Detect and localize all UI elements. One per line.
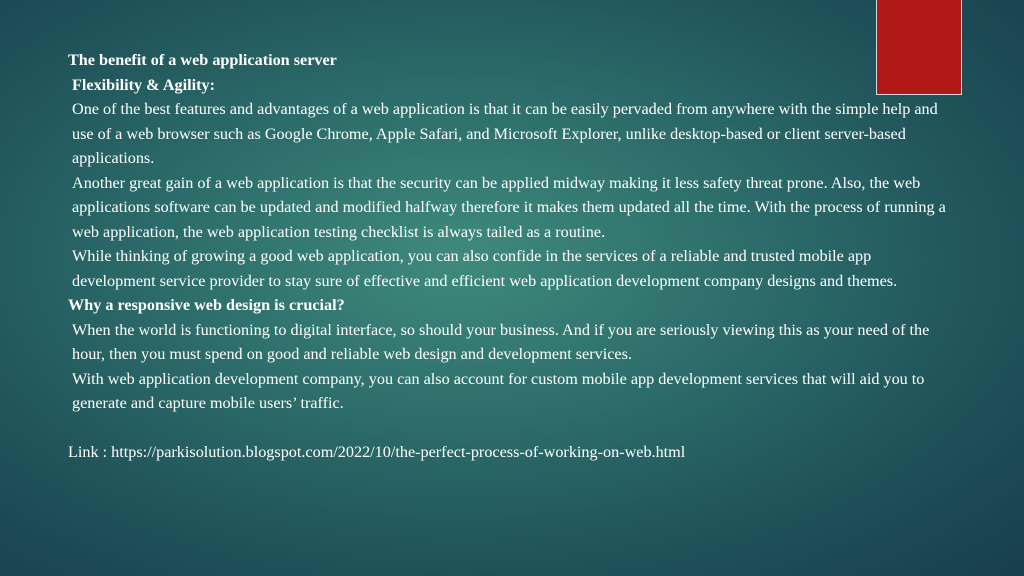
paragraph-features: One of the best features and advantages of a web application is that it can be easily pervaded from anywhere with the simple help and use of a web browser such as Google Chrome, Apple Safari, and Microsoft Explorer, unlike desktop-based or client server-based applications.: [72, 100, 938, 167]
paragraph-service-provider: While thinking of growing a good web application, you can also confide in the services of a reliable and trusted mobile app development service provider to stay sure of effective and efficient web application development company designs and themes.: [72, 247, 898, 290]
paragraph-digital-interface: When the world is functioning to digital interface, so should your business. And if you are seriously viewing this as your need of the hour, then you must spend on good and reliable web design and development services.: [72, 320, 930, 363]
slide-body: [68, 48, 958, 465]
subheading-flexibility: Flexibility & Agility:: [72, 75, 215, 94]
paragraph-security: Another great gain of a web application is that the security can be applied midway making it less safety threat prone. Also, the web applications software can be updated and modified halfway therefore it makes them updated all the time. With the process of running a web application, the web application testing checklist is always tailed as a routine.: [72, 173, 946, 241]
spacer: [68, 416, 958, 441]
heading-responsive-design: Why a responsive web design is crucial?: [68, 296, 345, 314]
source-link[interactable]: Link : https://parkisolution.blogspot.com/2022/10/the-perfect-process-of-working-on-web.html: [68, 443, 686, 461]
paragraph-mobile-services: With web application development company, you can also account for custom mobile app development services that will aid you to generate and capture mobile users’ traffic.: [72, 369, 925, 412]
heading-web-application-server: The benefit of a web application server: [68, 51, 337, 69]
